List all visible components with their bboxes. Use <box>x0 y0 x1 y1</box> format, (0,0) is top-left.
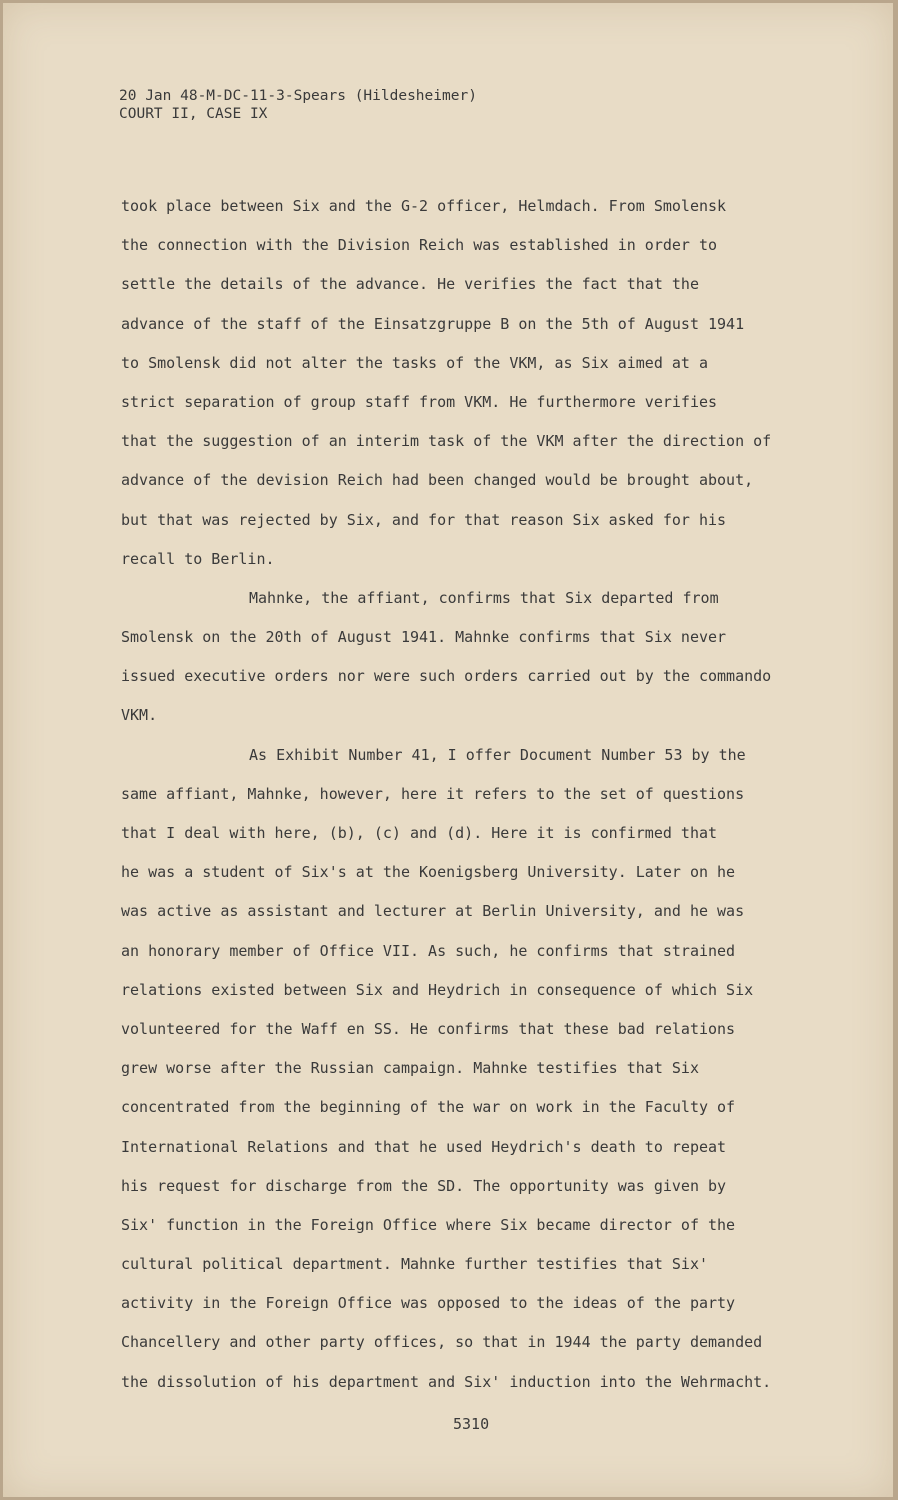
text-line: recall to Berlin. <box>121 549 275 568</box>
text-line: VKM. <box>121 706 158 725</box>
text-line: to Smolensk did not alter the tasks of the VKM, as Six aimed at a <box>121 353 708 372</box>
text-line: took place between Six and the G-2 officer, Helmdach. From Smolensk <box>121 197 727 215</box>
document-header <box>119 87 477 123</box>
text-line: was active as assistant and lecturer at Berlin University, and he was <box>121 902 745 921</box>
text-line: but that was rejected by Six, and for that reason Six asked for his <box>121 510 727 529</box>
document-page <box>3 3 893 1497</box>
text-line: volunteered for the Waff en SS. He confirms that these bad relations <box>121 1019 736 1038</box>
text-line: concentrated from the beginning of the war on work in the Faculty of <box>121 1098 736 1117</box>
text-line: that the suggestion of an interim task of the VKM after the direction of <box>121 432 772 451</box>
header-transcript-id: 20 Jan 48-M-DC-11-3-Spears (Hildesheimer) <box>119 88 477 104</box>
text-line: activity in the Foreign Office was opposed to the ideas of the party <box>121 1294 736 1313</box>
text-line: International Relations and that he used Heydrich's death to repeat <box>121 1137 727 1156</box>
text-line: relations existed between Six and Heydrich in consequence of which Six <box>121 980 754 999</box>
header-court-case: COURT II, CASE IX <box>119 106 268 122</box>
text-line: an honorary member of Office VII. As such, he confirms that strained <box>121 941 736 960</box>
text-line: Six' function in the Foreign Office where Six became director of the <box>121 1215 736 1234</box>
text-line: strict separation of group staff from VKM. He furthermore verifies <box>121 392 718 411</box>
text-line: same affiant, Mahnke, however, here it refers to the set of questions <box>121 784 745 803</box>
text-line: the dissolution of his department and Six' induction into the Wehrmacht. <box>121 1372 772 1391</box>
page-number: 5310 <box>453 1415 490 1433</box>
text-line: As Exhibit Number 41, I offer Document Number 53 by the <box>249 745 746 764</box>
text-line: advance of the devision Reich had been changed would be brought about, <box>121 471 754 490</box>
text-line: settle the details of the advance. He verifies the fact that the <box>121 275 699 294</box>
text-line: grew worse after the Russian campaign. Mahnke testifies that Six <box>121 1059 699 1078</box>
text-line: he was a student of Six's at the Koenigsberg University. Later on he <box>121 863 736 882</box>
text-line: Mahnke, the affiant, confirms that Six departed from <box>249 588 719 607</box>
document-body <box>121 187 831 1402</box>
text-line: cultural political department. Mahnke further testifies that Six' <box>121 1255 708 1274</box>
text-line: his request for discharge from the SD. The opportunity was given by <box>121 1176 727 1195</box>
text-line: issued executive orders nor were such orders carried out by the commando <box>121 667 772 686</box>
text-line: advance of the staff of the Einsatzgruppe B on the 5th of August 1941 <box>121 314 745 333</box>
text-line: Chancellery and other party offices, so that in 1944 the party demanded <box>121 1333 763 1352</box>
text-line: that I deal with here, (b), (c) and (d). Here it is confirmed that <box>121 824 718 842</box>
text-line: Smolensk on the 20th of August 1941. Mahnke confirms that Six never <box>121 628 727 647</box>
text-line: the connection with the Division Reich was established in order to <box>121 236 718 255</box>
